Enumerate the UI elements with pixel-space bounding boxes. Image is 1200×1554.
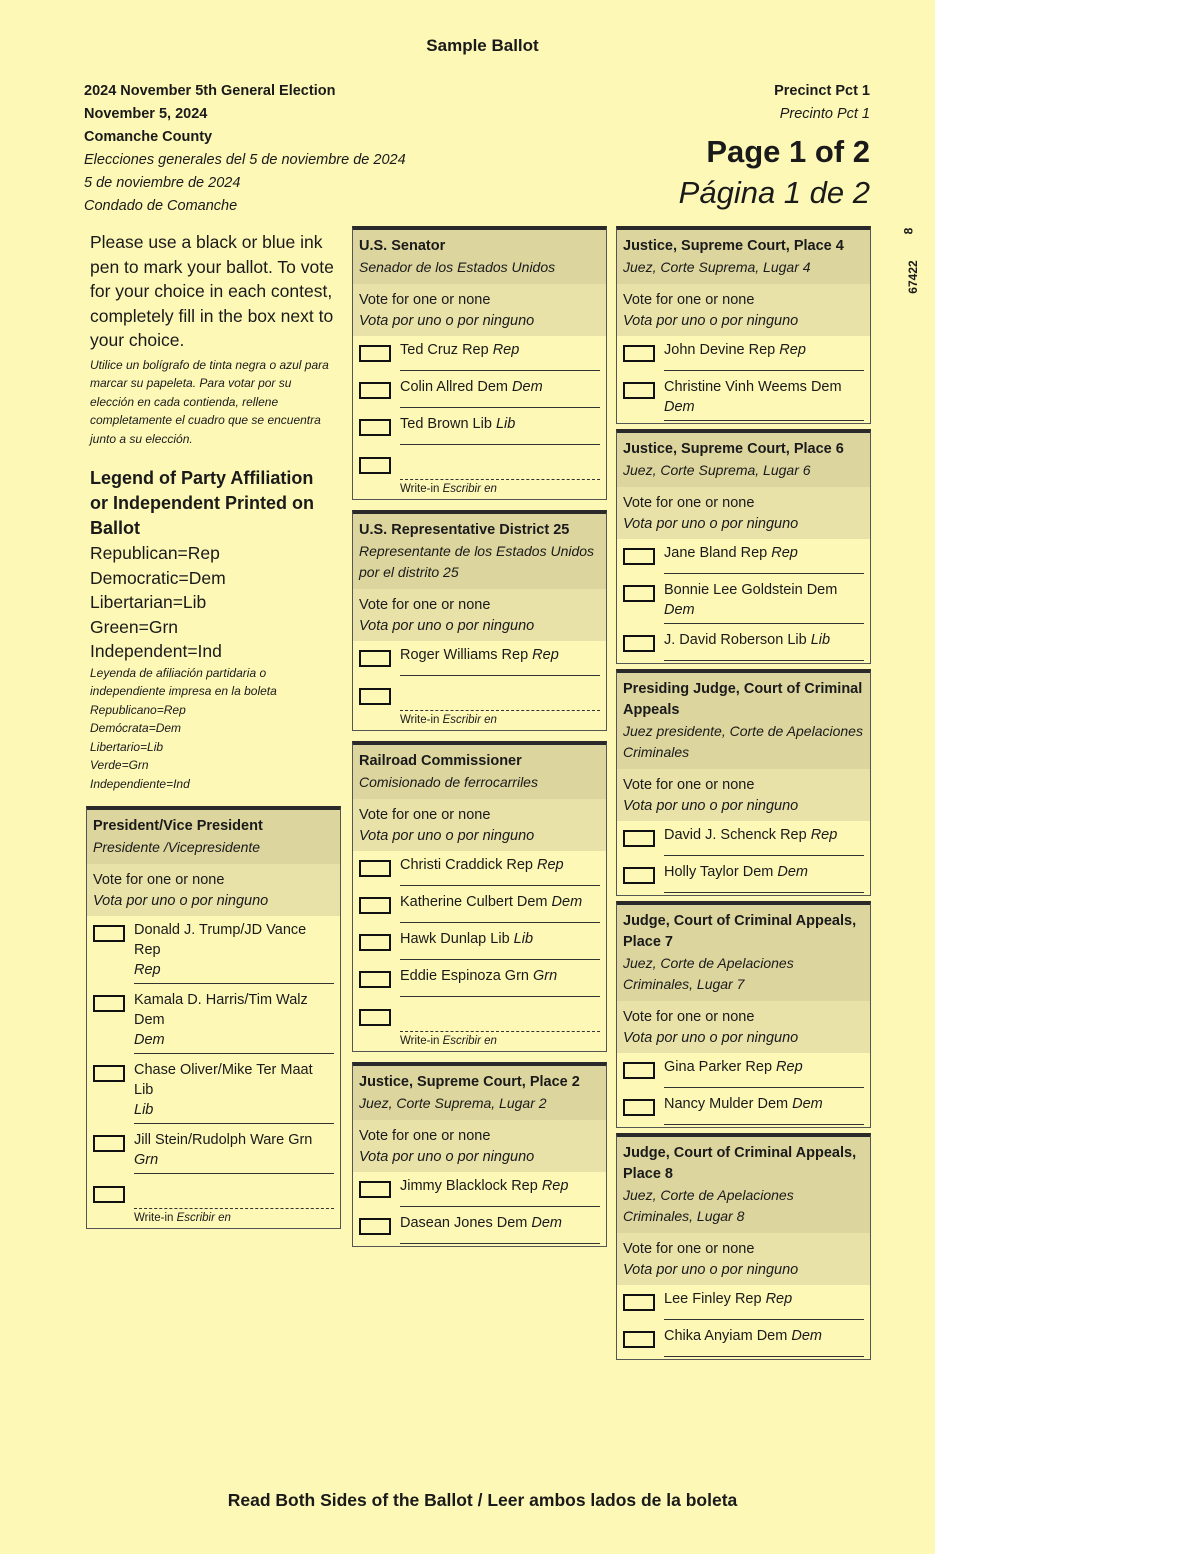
- write-in-label: Write-in Escribir en: [400, 714, 497, 726]
- vote-box[interactable]: [93, 1065, 125, 1082]
- vote-box[interactable]: [623, 1294, 655, 1311]
- vote-box[interactable]: [359, 382, 391, 399]
- election-date: November 5, 2024: [84, 106, 208, 122]
- precinct-header: [600, 80, 870, 214]
- legend-item-es: Verde=Grn: [90, 758, 149, 772]
- candidate-option[interactable]: [617, 821, 870, 858]
- candidate-party-es: Rep: [810, 827, 838, 843]
- contest-title: President/Vice President: [93, 818, 263, 834]
- candidate-party-es: Rep: [765, 1291, 793, 1307]
- vote-box[interactable]: [623, 345, 655, 362]
- candidate-name: David J. Schenck: [664, 827, 777, 843]
- candidate-party: Grn: [504, 968, 529, 984]
- vote-box[interactable]: [359, 457, 391, 474]
- candidate-option[interactable]: [617, 539, 870, 576]
- contest-supreme-court-place-6: [616, 429, 871, 664]
- election-name: 2024 November 5th General Election: [84, 83, 336, 99]
- candidate-option[interactable]: [87, 916, 340, 986]
- candidate-option[interactable]: [353, 336, 606, 373]
- contest-title: U.S. Representative District 25: [359, 522, 570, 538]
- candidate-option[interactable]: [87, 1126, 340, 1176]
- contest-us-senator: [352, 226, 607, 500]
- election-name-es: Elecciones generales del 5 de noviembre de 2024: [84, 152, 406, 168]
- candidate-name: Holly Taylor: [664, 864, 739, 880]
- contest-title-es: Juez, Corte de Apelaciones Criminales, Lugar 7: [623, 955, 794, 992]
- vote-box[interactable]: [93, 1135, 125, 1152]
- candidate-party: Dem: [806, 582, 838, 598]
- vote-instruction: Vote for one or none: [623, 1009, 755, 1025]
- contest-title-es: Juez, Corte Suprema, Lugar 4: [623, 259, 811, 275]
- side-id: 67422: [906, 260, 920, 294]
- candidate-party: Rep: [511, 1178, 538, 1194]
- candidate-party: Rep: [740, 545, 768, 561]
- candidate-name: Chase Oliver/Mike Ter Maat: [134, 1062, 313, 1078]
- contest-title: Justice, Supreme Court, Place 6: [623, 441, 844, 457]
- legend-item: Independent=Ind: [90, 641, 222, 661]
- vote-box[interactable]: [359, 688, 391, 705]
- election-header: [84, 80, 504, 218]
- candidate-party-es: Dem: [551, 894, 583, 910]
- candidate-party-es: Dem: [512, 379, 543, 395]
- candidate-party-es: Dem: [791, 1328, 822, 1344]
- candidate-name: Bonnie Lee Goldstein: [664, 582, 803, 598]
- candidate-option[interactable]: [617, 576, 870, 626]
- candidate-name: J. David Roberson: [664, 632, 784, 648]
- instructions: [90, 230, 335, 793]
- candidate-name: Ted Cruz: [400, 342, 459, 358]
- legend-item-es: Demócrata=Dem: [90, 721, 182, 735]
- vote-box[interactable]: [623, 548, 655, 565]
- vote-box[interactable]: [359, 934, 391, 951]
- vote-box[interactable]: [359, 971, 391, 988]
- candidate-name: Hawk Dunlap: [400, 931, 487, 947]
- vote-instruction: Vote for one or none: [359, 292, 491, 308]
- precinct: Precinct Pct 1: [774, 83, 870, 99]
- candidate-party: Dem: [810, 379, 842, 395]
- page-title: Sample Ballot: [426, 36, 539, 55]
- candidate-party: Rep: [734, 1291, 762, 1307]
- write-in[interactable]: [353, 999, 606, 1051]
- legend-item-es: Libertario=Lib: [90, 739, 164, 754]
- candidate-party: Grn: [288, 1132, 313, 1148]
- contest-title-es: Senador de los Estados Unidos: [359, 259, 556, 275]
- vote-instruction-es: Vota por uno o por ninguno: [93, 893, 269, 909]
- contest-title: Judge, Court of Criminal Appeals, Place 8: [623, 1145, 857, 1182]
- candidate-name: Christine Vinh Weems: [664, 379, 807, 395]
- candidate-party: Rep: [745, 1059, 773, 1075]
- candidate-party-es: Rep: [779, 342, 806, 358]
- candidate-party: Rep: [506, 857, 533, 873]
- candidate-option[interactable]: [353, 410, 606, 447]
- candidate-name: Jimmy Blacklock: [400, 1178, 508, 1194]
- write-in[interactable]: [353, 447, 606, 499]
- vote-instruction-es: Vota por uno o por ninguno: [623, 516, 799, 532]
- write-in-label: Write-in Escribir en: [400, 483, 497, 495]
- write-in[interactable]: [87, 1176, 340, 1228]
- contest-title-es: Juez, Corte Suprema, Lugar 2: [359, 1095, 547, 1111]
- candidate-option[interactable]: [617, 626, 870, 663]
- candidate-party-es: Dem: [134, 1032, 165, 1048]
- candidate-option[interactable]: [617, 1053, 870, 1090]
- contest-president: [86, 806, 341, 1229]
- legend-item: Libertarian=Lib: [90, 592, 207, 612]
- contest-supreme-court-place-4: [616, 226, 871, 424]
- candidate-party-es: Dem: [664, 399, 695, 415]
- candidate-party-es: Rep: [134, 962, 161, 978]
- legend-item: Green=Grn: [90, 616, 179, 637]
- candidate-name: Colin Allred: [400, 379, 474, 395]
- vote-box[interactable]: [359, 1218, 391, 1235]
- contest-title-es: Representante de los Estados Unidos por el distrito 25: [359, 543, 595, 580]
- candidate-party-es: Lib: [495, 416, 516, 432]
- contest-title-es: Comisionado de ferrocarriles: [359, 774, 538, 790]
- precinct-es: Precinto Pct 1: [779, 106, 870, 122]
- election-date-es: 5 de noviembre de 2024: [84, 175, 241, 191]
- candidate-option[interactable]: [353, 962, 606, 999]
- contest-title-es: Juez, Corte Suprema, Lugar 6: [623, 462, 811, 478]
- candidate-party-es: Grn: [533, 968, 558, 984]
- vote-box[interactable]: [359, 1181, 391, 1198]
- candidate-name: Ted Brown: [400, 416, 469, 432]
- side-number: 8: [901, 227, 916, 235]
- vote-instruction: Vote for one or none: [623, 1241, 755, 1257]
- vote-instruction-es: Vota por uno o por ninguno: [623, 1030, 799, 1046]
- vote-box[interactable]: [93, 925, 125, 942]
- write-in[interactable]: [353, 678, 606, 730]
- candidate-party: Dem: [134, 1012, 165, 1028]
- candidate-party-es: Grn: [134, 1152, 159, 1168]
- vote-instruction-es: Vota por uno o por ninguno: [623, 798, 799, 814]
- page-number-es: Página 1 de 2: [678, 175, 870, 210]
- candidate-option[interactable]: [353, 1172, 606, 1209]
- vote-box[interactable]: [359, 1009, 391, 1026]
- candidate-party: Rep: [501, 647, 529, 663]
- vote-box[interactable]: [359, 860, 391, 877]
- vote-instruction: Vote for one or none: [623, 777, 755, 793]
- candidate-name: Kamala D. Harris/Tim Walz: [134, 992, 308, 1008]
- candidate-party-es: Rep: [532, 647, 559, 663]
- candidate-option[interactable]: [353, 1209, 606, 1246]
- candidate-option[interactable]: [617, 373, 870, 423]
- candidate-party-es: Rep: [541, 1178, 569, 1194]
- candidate-party-es: Rep: [771, 545, 798, 561]
- candidate-name: John Devine: [664, 342, 745, 358]
- candidate-name: Dasean Jones: [400, 1215, 493, 1231]
- candidate-party-es: Rep: [492, 342, 520, 358]
- candidate-party: Dem: [757, 1096, 789, 1112]
- legend-heading: Legend of Party Affiliation or Independent Printed on Ballot: [90, 468, 314, 538]
- candidate-option[interactable]: [87, 1056, 340, 1126]
- candidate-party: Dem: [742, 864, 774, 880]
- contest-title: Presiding Judge, Court of Criminal Appeals: [623, 681, 863, 718]
- candidate-party-es: Rep: [776, 1059, 803, 1075]
- contest-title-es: Juez, Corte de Apelaciones Criminales, Lugar 8: [623, 1187, 794, 1224]
- contest-cca-place-8: [616, 1133, 871, 1360]
- candidate-option[interactable]: [353, 925, 606, 962]
- candidate-name: Donald J. Trump/JD Vance: [134, 922, 307, 938]
- vote-instruction-es: Vota por uno o por ninguno: [359, 1149, 535, 1165]
- vote-instruction: Vote for one or none: [359, 1128, 491, 1144]
- vote-box[interactable]: [623, 1062, 655, 1079]
- vote-box[interactable]: [93, 1186, 125, 1203]
- candidate-party: Lib: [472, 416, 492, 432]
- contest-cca-place-7: [616, 901, 871, 1128]
- candidate-option[interactable]: [617, 1322, 870, 1359]
- write-in-label: Write-in Escribir en: [400, 1035, 497, 1047]
- candidate-option[interactable]: [617, 858, 870, 895]
- contest-title: U.S. Senator: [359, 238, 446, 254]
- legend-item-es: Independiente=Ind: [90, 776, 190, 791]
- candidate-name: Jane Bland: [664, 545, 737, 561]
- contest-title: Railroad Commissioner: [359, 753, 522, 769]
- vote-instruction: Vote for one or none: [623, 292, 755, 308]
- candidate-option[interactable]: [353, 888, 606, 925]
- candidate-party: Lib: [490, 931, 510, 947]
- vote-box[interactable]: [623, 585, 655, 602]
- county-name: Comanche County: [84, 129, 213, 145]
- vote-instruction: Vote for one or none: [623, 495, 755, 511]
- vote-instruction: Vote for one or none: [359, 597, 491, 613]
- vote-box[interactable]: [623, 1331, 655, 1348]
- candidate-option[interactable]: [617, 1090, 870, 1127]
- vote-instruction-es: Vota por uno o por ninguno: [623, 313, 799, 329]
- vote-box[interactable]: [623, 830, 655, 847]
- vote-box[interactable]: [359, 419, 391, 436]
- candidate-name: Christi Craddick: [400, 857, 503, 873]
- candidate-party: Dem: [477, 379, 508, 395]
- candidate-party-es: Lib: [134, 1102, 154, 1118]
- contest-presiding-judge-cca: [616, 669, 871, 896]
- candidate-party: Lib: [787, 632, 807, 648]
- vote-box[interactable]: [623, 867, 655, 884]
- vote-box[interactable]: [359, 897, 391, 914]
- candidate-party-es: Lib: [513, 931, 534, 947]
- candidate-party: Dem: [516, 894, 548, 910]
- vote-box[interactable]: [93, 995, 125, 1012]
- candidate-name: Chika Anyiam: [664, 1328, 753, 1344]
- instructions-en: Please use a black or blue ink pen to mark your ballot. To vote for your choice in each contest, completely fill in the box next to your choice.: [90, 232, 334, 350]
- candidate-party-es: Dem: [664, 602, 695, 618]
- candidate-party-es: Dem: [531, 1215, 563, 1231]
- contest-title: Judge, Court of Criminal Appeals, Place 7: [623, 913, 857, 950]
- contest-us-rep-25: [352, 510, 607, 731]
- candidate-party-es: Rep: [537, 857, 564, 873]
- candidate-name: Lee Finley: [664, 1291, 731, 1307]
- vote-box[interactable]: [359, 650, 391, 667]
- candidate-party-es: Dem: [777, 864, 808, 880]
- vote-box[interactable]: [623, 1099, 655, 1116]
- vote-box[interactable]: [623, 635, 655, 652]
- vote-box[interactable]: [359, 345, 391, 362]
- instructions-es: Utilice un bolígrafo de tinta negra o azul para marcar su papeleta. Para votar por su elección en cada contienda, rellene completamente el cuadro que se encuentra junto a su elección.: [90, 357, 329, 446]
- candidate-option[interactable]: [353, 641, 606, 678]
- candidate-option[interactable]: [353, 373, 606, 410]
- candidate-name: Jill Stein/Rudolph Ware: [134, 1132, 285, 1148]
- vote-instruction-es: Vota por uno o por ninguno: [359, 313, 535, 329]
- candidate-party: Dem: [756, 1328, 788, 1344]
- contest-title: Justice, Supreme Court, Place 4: [623, 238, 844, 254]
- candidate-party: Rep: [134, 942, 161, 958]
- candidate-party-es: Lib: [810, 632, 831, 648]
- legend-heading-es: Leyenda de afiliación partidaria o independiente impresa en la boleta: [90, 665, 277, 698]
- candidate-option[interactable]: [87, 986, 340, 1056]
- legend-item-es: Republicano=Rep: [90, 702, 186, 717]
- candidate-option[interactable]: [353, 851, 606, 888]
- contest-title-es: Juez presidente, Corte de Apelaciones Criminales: [623, 723, 863, 760]
- write-in-label: Write-in Escribir en: [134, 1212, 231, 1224]
- candidate-option[interactable]: [617, 1285, 870, 1322]
- candidate-name: Eddie Espinoza: [400, 968, 501, 984]
- contest-railroad-commissioner: [352, 741, 607, 1052]
- candidate-option[interactable]: [617, 336, 870, 373]
- footer-note: Read Both Sides of the Ballot / Leer ambos lados de la boleta: [227, 1490, 738, 1510]
- vote-instruction: Vote for one or none: [93, 872, 225, 888]
- candidate-name: Nancy Mulder: [664, 1096, 754, 1112]
- candidate-party: Rep: [780, 827, 807, 843]
- candidate-party: Rep: [748, 342, 776, 358]
- candidate-name: Gina Parker: [664, 1059, 742, 1075]
- contest-title: Justice, Supreme Court, Place 2: [359, 1074, 580, 1090]
- vote-instruction: Vote for one or none: [359, 807, 491, 823]
- legend-item: Democratic=Dem: [90, 567, 226, 588]
- vote-instruction-es: Vota por uno o por ninguno: [359, 618, 535, 634]
- vote-box[interactable]: [623, 382, 655, 399]
- candidate-name: Roger Williams: [400, 647, 498, 663]
- vote-instruction-es: Vota por uno o por ninguno: [359, 828, 535, 844]
- page-number: Page 1 of 2: [706, 134, 870, 169]
- candidate-party: Rep: [462, 342, 489, 358]
- candidate-party-es: Dem: [792, 1096, 823, 1112]
- candidate-name: Katherine Culbert: [400, 894, 513, 910]
- contest-title-es: Presidente /Vicepresidente: [93, 839, 261, 855]
- contest-supreme-court-place-2: [352, 1062, 607, 1247]
- vote-instruction-es: Vota por uno o por ninguno: [623, 1262, 799, 1278]
- candidate-party: Dem: [496, 1215, 528, 1231]
- candidate-party: Lib: [134, 1082, 154, 1098]
- county-name-es: Condado de Comanche: [84, 198, 238, 214]
- legend-item: Republican=Rep: [90, 543, 220, 563]
